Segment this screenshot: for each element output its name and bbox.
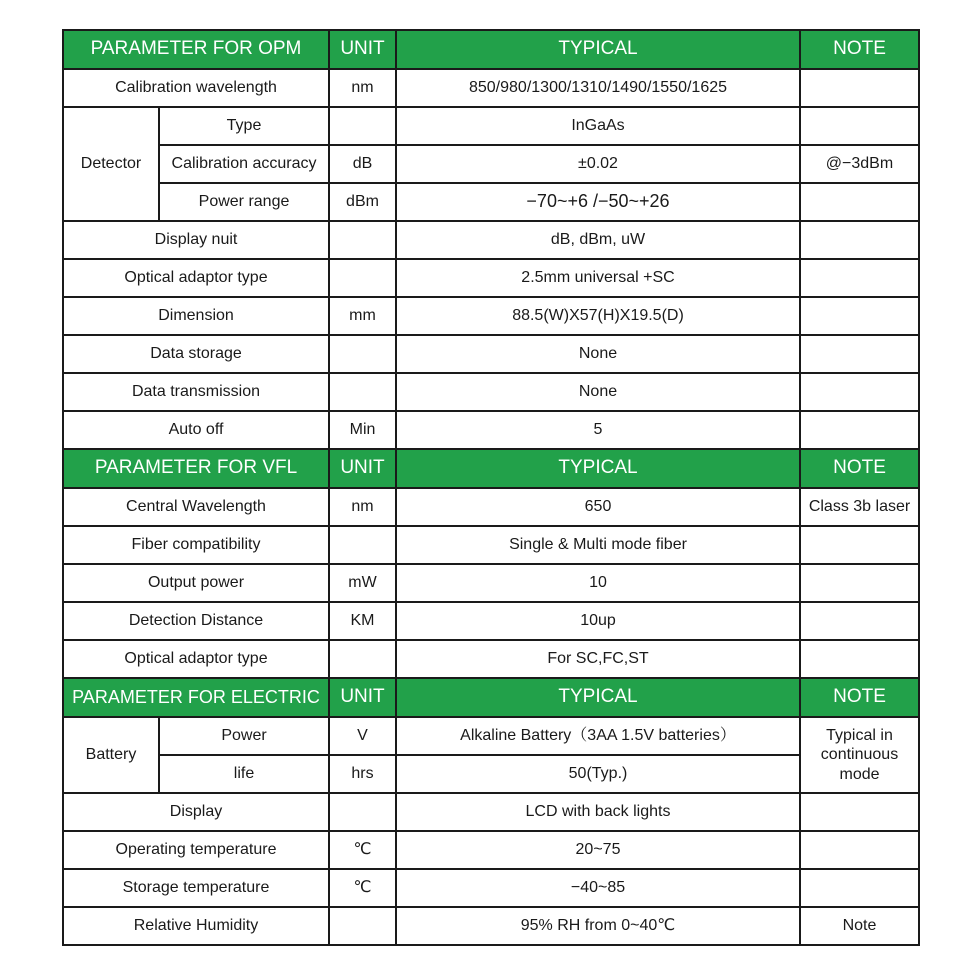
vfl-header-row [63,449,919,488]
table-row: Auto off Min 5 [63,411,919,449]
vfl-header-note: NOTE [800,449,919,488]
table-row: Display nuit dB, dBm, uW [63,221,919,259]
table-row: Optical adaptor type 2.5mm universal +SC [63,259,919,297]
table-row: Storage temperature ℃ −40~85 [63,869,919,907]
table-row: Dimension mm 88.5(W)X57(H)X19.5(D) [63,297,919,335]
spec-table [62,29,920,946]
opm-header-typical: TYPICAL [396,30,800,69]
table-row: Detector Type InGaAs [63,107,919,145]
opm-header-unit: UNIT [329,30,396,69]
electric-header-note: NOTE [800,678,919,717]
table-row: Display LCD with back lights [63,793,919,831]
table-row: Operating temperature ℃ 20~75 [63,831,919,869]
electric-header-unit: UNIT [329,678,396,717]
table-row: Central Wavelength nm 650 Class 3b laser [63,488,919,526]
table-row: Power range dBm −70~+6 /−50~+26 [63,183,919,221]
table-row: Fiber compatibility Single & Multi mode fiber [63,526,919,564]
opm-header-param: PARAMETER FOR OPM [63,30,329,69]
vfl-header-unit: UNIT [329,449,396,488]
table-row: Battery Power V Alkaline Battery（3AA 1.5V batteries） Typical in continuous mode [63,717,919,755]
opm-header-note: NOTE [800,30,919,69]
battery-label: Battery [63,717,159,793]
vfl-header-typical: TYPICAL [396,449,800,488]
electric-header-row [63,678,919,717]
table-row: Output power mW 10 [63,564,919,602]
table-row: Detection Distance KM 10up [63,602,919,640]
detector-label: Detector [63,107,159,221]
table-row: Calibration accuracy dB ±0.02 @−3dBm [63,145,919,183]
table-row: life hrs 50(Typ.) [63,755,919,793]
table-row: Data transmission None [63,373,919,411]
electric-header-param: PARAMETER FOR ELECTRIC [63,678,329,717]
battery-note: Typical in continuous mode [800,717,919,793]
vfl-header-param: PARAMETER FOR VFL [63,449,329,488]
table-row: Optical adaptor type For SC,FC,ST [63,640,919,678]
electric-header-typical: TYPICAL [396,678,800,717]
opm-header-row [63,30,919,69]
table-row: Data storage None [63,335,919,373]
table-row: Relative Humidity 95% RH from 0~40℃ Note [63,907,919,945]
table-row: Calibration wavelength nm 850/980/1300/1310/1490/1550/1625 [63,69,919,107]
